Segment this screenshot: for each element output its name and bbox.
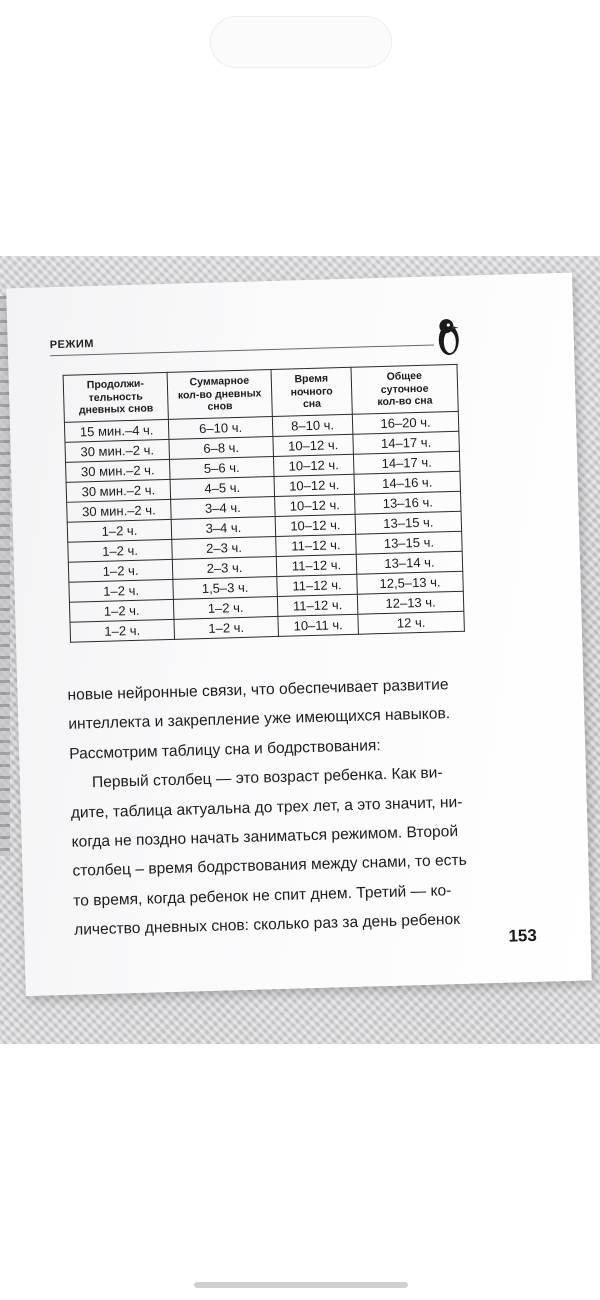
table-cell: 12 ч.	[358, 611, 465, 634]
table-cell: 3–4 ч.	[171, 496, 276, 519]
table-cell: 1–2 ч.	[173, 596, 278, 619]
table-cell: 13–16 ч.	[355, 491, 462, 514]
text-line: то время, когда ребенок не спит днем. Третий — ко-	[73, 882, 452, 910]
header-line: суточное	[380, 382, 429, 396]
table-cell: 30 мин.–2 ч.	[66, 479, 171, 502]
table-cell: 4–5 ч.	[170, 476, 275, 499]
table-cell: 5–6 ч.	[169, 457, 274, 480]
text-line: когда не поздно начать заниматься режимом. Второй	[71, 823, 459, 851]
header-line: тельность	[88, 390, 143, 404]
table-cell: 1–2 ч.	[68, 559, 173, 582]
page-header	[49, 322, 433, 356]
table-cell: 15 мин.–4 ч.	[64, 419, 169, 442]
table-cell: 30 мин.–2 ч.	[66, 459, 171, 482]
table-cell: 16–20 ч.	[352, 411, 459, 434]
table-cell: 11–12 ч.	[277, 574, 358, 596]
header-line: Суммарное	[189, 374, 250, 389]
table-cell: 3–4 ч.	[171, 516, 276, 539]
table-cell: 10–12 ч.	[273, 454, 354, 476]
table-cell: 12–13 ч.	[357, 591, 464, 614]
home-indicator[interactable]	[194, 1282, 408, 1288]
table-cell: 14–17 ч.	[353, 431, 460, 454]
table-cell: 13–14 ч.	[356, 551, 463, 574]
text-line: новые нейронные связи, что обеспечивает развитие	[67, 676, 449, 704]
table-cell: 10–11 ч.	[278, 614, 359, 636]
camera-notch	[210, 16, 392, 68]
text-line: Рассмотрим таблицу сна и бодрствования:	[68, 736, 381, 763]
table-cell: 13–15 ч.	[355, 511, 462, 534]
table-cell: 11–12 ч.	[276, 554, 357, 576]
running-head: РЕЖИМ	[49, 337, 95, 352]
table-cell: 12,5–13 ч.	[357, 571, 464, 594]
page-number: 153	[508, 925, 538, 946]
table-cell: 11–12 ч.	[276, 534, 357, 556]
text-line: дите, таблица актуальна до трех лет, а это значит, ни-	[70, 793, 463, 822]
header-line: кол-во дневных	[177, 387, 262, 402]
table-cell: 2–3 ч.	[172, 556, 277, 579]
header-line: сна	[302, 397, 322, 411]
text-line: Первый столбец — это возраст ребенка. Как ви-	[91, 764, 443, 792]
table-cell: 8–10 ч.	[272, 414, 353, 436]
table-cell: 1–2 ч.	[174, 616, 279, 639]
book-photo	[0, 256, 600, 1044]
header-line: ночного	[290, 385, 333, 399]
header-line: Общее	[386, 370, 423, 384]
table-cell: 1,5–3 ч.	[173, 576, 278, 599]
penguin-logo-icon	[437, 318, 460, 357]
table-cell: 14–17 ч.	[353, 451, 460, 474]
table-cell: 1–2 ч.	[68, 539, 173, 562]
table-cell: 1–2 ч.	[70, 619, 175, 642]
table-cell: 11–12 ч.	[277, 594, 358, 616]
header-line: снов	[207, 400, 233, 414]
table-cell: 30 мин.–2 ч.	[67, 499, 172, 522]
body-paragraphs	[67, 669, 504, 946]
book-page	[6, 273, 592, 997]
table-cell: 2–3 ч.	[172, 536, 277, 559]
header-night-sleep	[271, 367, 352, 416]
table-cell: 10–12 ч.	[275, 514, 356, 536]
table-cell: 14–16 ч.	[354, 471, 461, 494]
table-cell: 10–12 ч.	[275, 494, 356, 516]
table-cell: 1–2 ч.	[69, 599, 174, 622]
table-cell: 6–8 ч.	[169, 437, 274, 460]
table-cell: 13–15 ч.	[356, 531, 463, 554]
header-line: Время	[294, 372, 329, 386]
header-total-daily-sleep	[351, 364, 458, 414]
table-cell: 10–12 ч.	[273, 434, 354, 456]
header-line: дневных снов	[78, 402, 154, 417]
table-cell: 6–10 ч.	[168, 417, 273, 440]
header-total-daytime-sleep	[167, 370, 272, 420]
table-cell: 1–2 ч.	[67, 519, 172, 542]
text-line: личество дневных снов: сколько раз за день ребенок	[73, 911, 461, 940]
sleep-table	[63, 364, 465, 643]
text-line: интеллекта и закрепление уже имеющихся навыков.	[68, 705, 451, 734]
table-cell: 10–12 ч.	[274, 474, 355, 496]
table-cell: 30 мин.–2 ч.	[65, 439, 170, 462]
header-line: Продолжи-	[86, 377, 145, 392]
table-cell: 1–2 ч.	[69, 579, 174, 602]
text-line: столбец – время бодрствования между снами, то есть	[72, 852, 467, 881]
header-nap-duration	[63, 372, 168, 422]
header-line: кол-во сна	[377, 394, 433, 409]
